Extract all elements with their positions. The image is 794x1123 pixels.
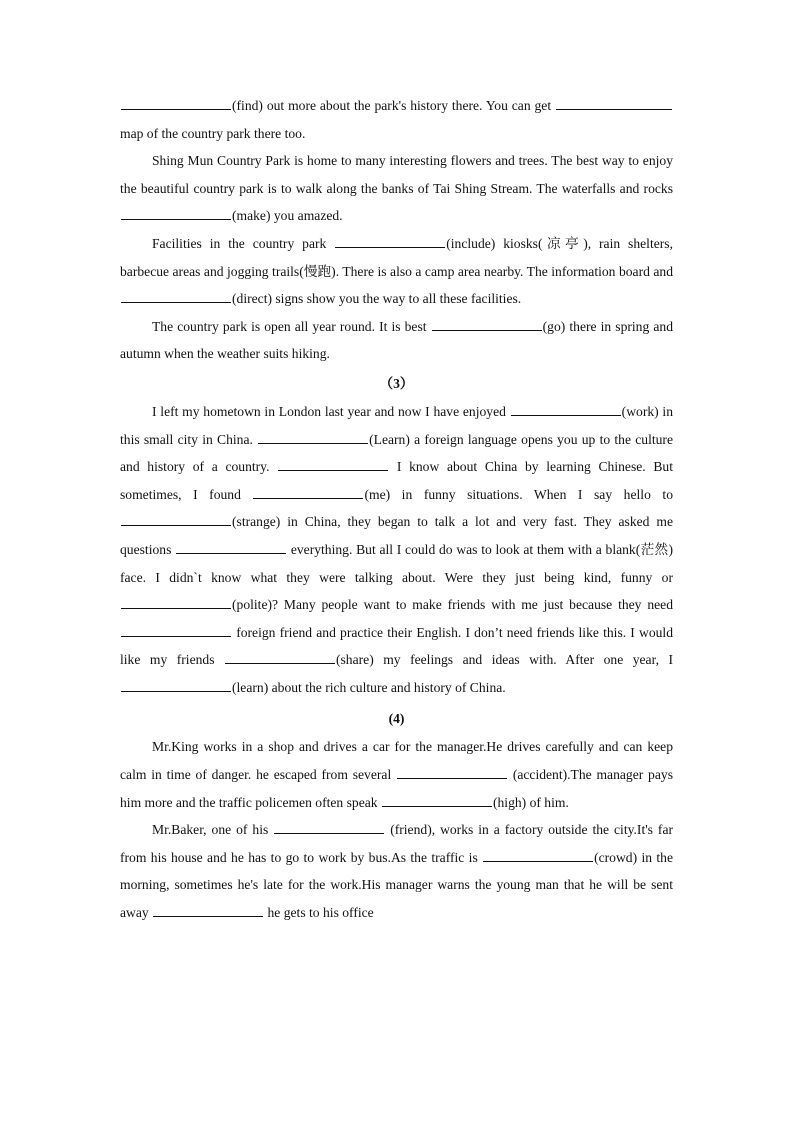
- answer-blank[interactable]: [511, 402, 621, 416]
- answer-blank[interactable]: [121, 289, 231, 303]
- answer-blank[interactable]: [121, 96, 231, 110]
- answer-blank[interactable]: [121, 623, 231, 637]
- answer-blank[interactable]: [258, 430, 368, 444]
- open-year-paragraph: [120, 313, 673, 368]
- section-4-heading: (4): [388, 711, 405, 727]
- text-segment: Shing Mun Country Park is home to many interesting flowers and trees. The best way to enjoy the beautiful country park is to walk along the banks of Tai Shing Stream. The waterfalls and rocks: [120, 153, 673, 196]
- text-segment: (crowd) in the morning, sometimes he's late for the work.His manager warns the young man that he will be sent away: [120, 849, 673, 921]
- section-3-heading: （3）: [379, 375, 414, 391]
- text-segment: (high) of him.: [492, 794, 569, 810]
- text-segment: (find) out more about the park's history there. You can get: [232, 98, 552, 113]
- answer-blank[interactable]: [274, 820, 384, 834]
- london-paragraph: [120, 398, 673, 702]
- answer-blank[interactable]: [121, 512, 231, 526]
- answer-blank[interactable]: [225, 650, 335, 664]
- text-segment: (friend), works in a factory outside the city.It's far from his house and he has to go to work by bus.As the traffic is: [120, 822, 674, 865]
- text-segment: Mr.Baker, one of his: [152, 822, 269, 838]
- text-segment: Facilities in the country park: [152, 235, 327, 251]
- text-segment: everything. But all I could do was to look at them with a blank(茫然) face. I didn`t know what they were talking about. Were they just being kind, funny or: [120, 541, 673, 585]
- text-segment: foreign friend and practice their English. I don’t need friends like this. I would like my friends: [120, 624, 673, 668]
- text-segment: (me) in funny situations. When I say hello to: [364, 486, 673, 502]
- answer-blank[interactable]: [153, 903, 263, 917]
- text-segment: (learn) about the rich culture and history of China.: [232, 679, 506, 695]
- answer-blank[interactable]: [382, 793, 492, 807]
- text-segment: Mr.King works in a shop and drives a car for the manager.He drives carefully and can keep calm in time of danger. he escaped from several: [120, 739, 673, 783]
- text-segment: (accident).The manager pays him more and the traffic policemen often speak: [120, 767, 673, 810]
- text-segment: I know about China by learning Chinese. But sometimes, I found: [120, 459, 673, 502]
- answer-blank[interactable]: [278, 457, 388, 471]
- answer-blank[interactable]: [483, 848, 593, 862]
- worksheet-page: [120, 92, 673, 927]
- text-segment: (work) in this small city in China.: [120, 403, 673, 447]
- answer-blank[interactable]: [397, 765, 507, 779]
- answer-blank[interactable]: [556, 96, 672, 110]
- text-segment: (make) you amazed.: [232, 208, 343, 224]
- text-segment: (Learn) a foreign language opens you up to the culture and history of a country.: [120, 431, 673, 475]
- text-segment: map of the country park there too.: [120, 125, 306, 141]
- text-segment: (share) my feelings and ideas with. After one year, I: [335, 652, 673, 668]
- answer-blank[interactable]: [121, 595, 231, 609]
- answer-blank[interactable]: [121, 206, 231, 220]
- flowers-paragraph: [120, 147, 673, 230]
- text-segment: (polite)? Many people want to make friends with me just because they need: [232, 597, 673, 613]
- answer-blank[interactable]: [253, 485, 363, 499]
- answer-blank[interactable]: [432, 317, 542, 331]
- answer-blank[interactable]: [121, 678, 231, 692]
- text-segment: I left my hometown in London last year and now I have enjoyed: [152, 403, 506, 419]
- text-segment: (strange) in China, they began to talk a lot and very fast. They asked me questions: [120, 514, 673, 557]
- text-segment: The country park is open all year round. It is best: [152, 318, 427, 334]
- mr-king-paragraph: [120, 733, 673, 816]
- facilities-paragraph: [120, 230, 673, 313]
- answer-blank[interactable]: [176, 540, 286, 554]
- text-segment: he gets to his office: [267, 905, 374, 921]
- mr-baker-paragraph: [120, 816, 673, 926]
- park-intro-paragraph: [120, 92, 673, 147]
- text-segment: (go) there in spring and autumn when the weather suits hiking.: [120, 318, 673, 362]
- answer-blank[interactable]: [335, 234, 445, 248]
- text-segment: (direct) signs show you the way to all these facilities.: [232, 291, 522, 307]
- text-segment: (include) kiosks(凉亭), rain shelters, barbecue areas and jogging trails(慢跑). There is also a camp area nearby. The information board and: [120, 235, 673, 279]
